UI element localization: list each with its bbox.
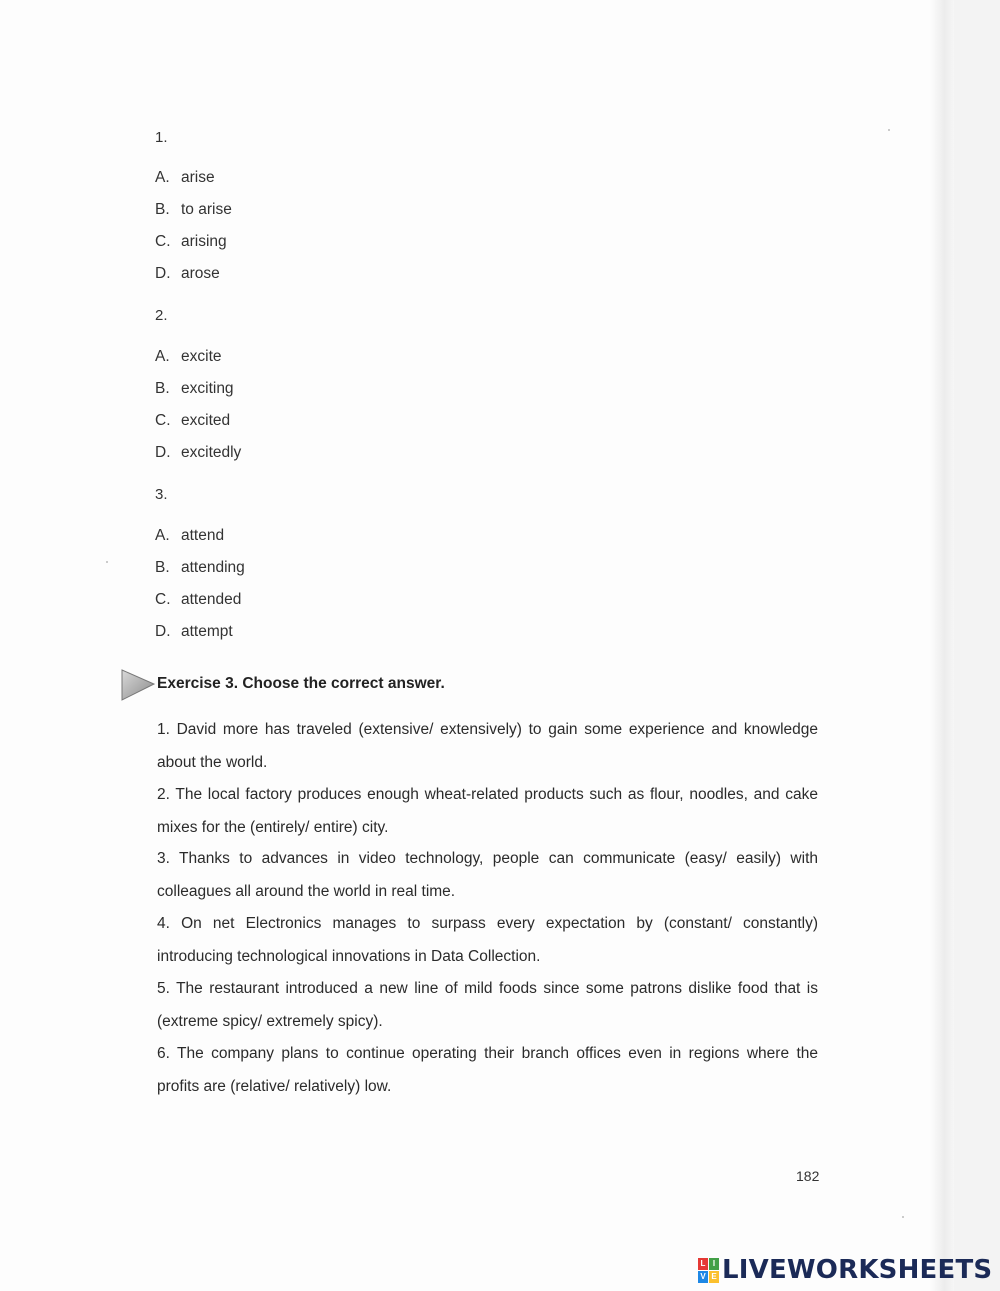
question-3-number: 3. [155, 486, 168, 503]
exercise-item-6: 6. The company plans to continue operating their branch offices even in regions where the profits are (relative/ relatively) low. [157, 1045, 818, 1095]
question-1-option-b[interactable]: B. to arise [155, 201, 232, 218]
exercise-item-3: 3. Thanks to advances in video technology, people can communicate (easy/ easily) with colleagues all around the world in real time. [157, 850, 818, 900]
liveworksheets-logo [698, 1255, 992, 1285]
question-1-number: 1. [155, 129, 168, 146]
logo-letter-l: L [698, 1258, 708, 1270]
question-3-option-b[interactable]: B. attending [155, 559, 245, 576]
scan-speck [106, 561, 108, 563]
question-2-number: 2. [155, 307, 168, 324]
logo-letter-e: E [709, 1271, 719, 1283]
page-number: 182 [796, 1168, 820, 1184]
question-2-option-d[interactable]: D. excitedly [155, 444, 242, 461]
liveworksheets-wordmark: LIVEWORKSHEETS [722, 1255, 993, 1285]
exercise-3-title: Exercise 3. Choose the correct answer. [157, 675, 445, 692]
scan-speck [902, 1216, 904, 1218]
exercise-item-5: 5. The restaurant introduced a new line of mild foods since some patrons dislike food that is (extreme spicy/ extremely spicy). [157, 980, 818, 1030]
liveworksheets-logo-icon [698, 1258, 719, 1283]
question-2-option-a[interactable]: A. excite [155, 348, 222, 365]
question-2-option-b[interactable]: B. exciting [155, 380, 234, 397]
question-2-option-c[interactable]: C. excited [155, 412, 231, 429]
question-3-option-a[interactable]: A. attend [155, 527, 225, 544]
exercise-arrow-icon [120, 668, 156, 702]
question-1-option-d[interactable]: D. arose [155, 265, 220, 282]
exercise-item-4: 4. On net Electronics manages to surpass every expectation by (constant/ constantly) introducing technological innovations in Data Collection. [157, 915, 818, 965]
question-3-option-c[interactable]: C. attended [155, 591, 242, 608]
exercise-item-1: 1. David more has traveled (extensive/ extensively) to gain some experience and knowledge about the world. [157, 721, 818, 771]
question-3-option-d[interactable]: D. attempt [155, 623, 233, 640]
question-1-option-c[interactable]: C. arising [155, 233, 227, 250]
logo-letter-v: V [698, 1271, 708, 1283]
scan-speck [888, 129, 890, 131]
question-1-option-a[interactable]: A. arise [155, 169, 215, 186]
logo-letter-i: I [709, 1258, 719, 1270]
page-edge-shadow [930, 0, 954, 1291]
exercise-item-2: 2. The local factory produces enough wheat-related products such as flour, noodles, and cake mixes for the (entirely/ entire) city. [157, 786, 818, 836]
